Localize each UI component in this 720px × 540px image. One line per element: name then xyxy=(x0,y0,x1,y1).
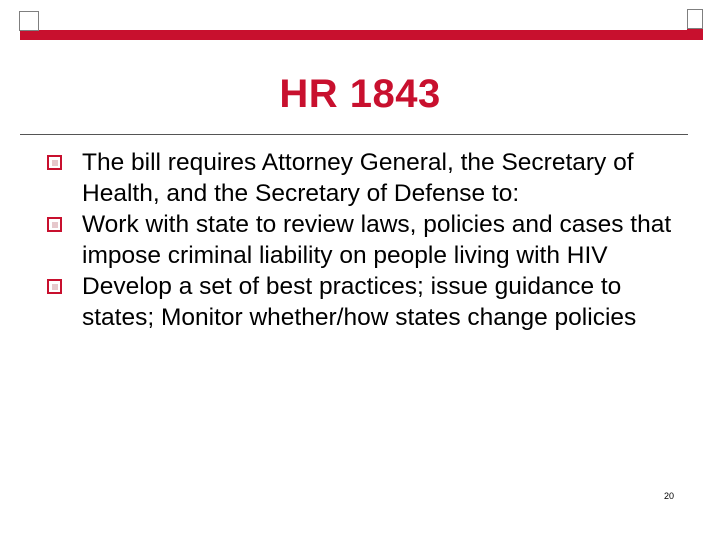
bullet-square-icon xyxy=(47,279,62,294)
bullet-square-icon xyxy=(47,155,62,170)
bullet-text: Develop a set of best practices; issue guidance to states; Monitor whether/how states change policies xyxy=(82,273,637,331)
bullet-text: The bill requires Attorney General, the Secretary of Health, and the Secretary of Defense to: xyxy=(82,149,634,207)
bullet-list xyxy=(10,147,700,333)
slide-title: HR 1843 xyxy=(279,72,441,116)
bullet-text: Work with state to review laws, policies and cases that impose criminal liability on people living with HIV xyxy=(82,211,672,269)
bullet-item xyxy=(10,209,700,271)
corner-square-right-outline-icon xyxy=(687,9,703,29)
title-divider xyxy=(20,134,688,135)
bullet-item xyxy=(10,271,700,333)
bullet-square-icon xyxy=(47,217,62,232)
corner-square-left-icon xyxy=(19,11,39,31)
header-accent-bar xyxy=(20,30,687,40)
page-number: 20 xyxy=(664,491,675,501)
bullet-item xyxy=(10,147,700,209)
